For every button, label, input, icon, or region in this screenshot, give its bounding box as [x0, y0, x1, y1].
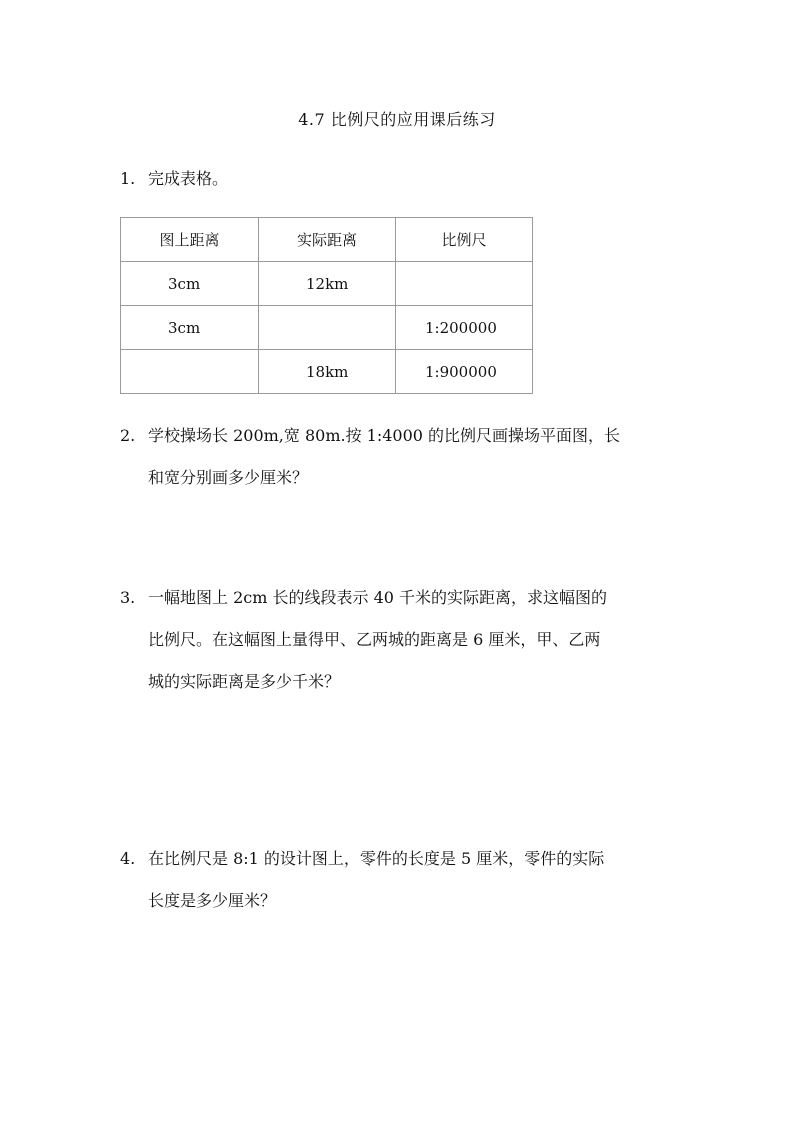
question-text-line: 和宽分别画多少厘米？ — [148, 468, 309, 487]
question-text-line: 比例尺。在这幅图上量得甲、乙两城的距离是 6 厘米，甲、乙两 — [148, 630, 601, 649]
table-cell — [396, 262, 533, 306]
table-row — [121, 306, 533, 350]
table-header-cell: 实际距离 — [259, 218, 396, 262]
question-1 — [120, 158, 680, 200]
table-cell — [259, 306, 396, 350]
question-text-line: 学校操场长 200m,宽 80m.按 1:4000 的比例尺画操场平面图，长 — [148, 426, 621, 445]
question-number: 1. — [120, 169, 136, 188]
table-row — [121, 350, 533, 394]
question-number: 2. — [120, 426, 136, 445]
table-header-row — [121, 218, 533, 262]
question-3 — [120, 577, 680, 703]
question-text: 完成表格。 — [148, 169, 229, 188]
table-header-cell: 比例尺 — [396, 218, 533, 262]
table-cell: 12km — [259, 262, 396, 306]
question-2 — [120, 415, 680, 499]
question-4 — [120, 838, 680, 922]
question-text-line: 长度是多少厘米？ — [148, 891, 277, 910]
question-text-line: 城的实际距离是多少千米？ — [148, 672, 341, 691]
scale-table — [120, 217, 533, 394]
table-cell: 3cm — [121, 306, 259, 350]
question-text-line: 一幅地图上 2cm 长的线段表示 40 千米的实际距离，求这幅图的 — [148, 588, 608, 607]
table-header-cell: 图上距离 — [121, 218, 259, 262]
table-row — [121, 262, 533, 306]
table-cell: 3cm — [121, 262, 259, 306]
question-number: 3. — [120, 588, 136, 607]
table-cell: 1:200000 — [396, 306, 533, 350]
table-cell: 1:900000 — [396, 350, 533, 394]
question-number: 4. — [120, 849, 136, 868]
table-cell — [121, 350, 259, 394]
page-title: 4.7 比例尺的应用课后练习 — [298, 110, 496, 129]
question-text-line: 在比例尺是 8:1 的设计图上，零件的长度是 5 厘米，零件的实际 — [148, 849, 605, 868]
table-cell: 18km — [259, 350, 396, 394]
